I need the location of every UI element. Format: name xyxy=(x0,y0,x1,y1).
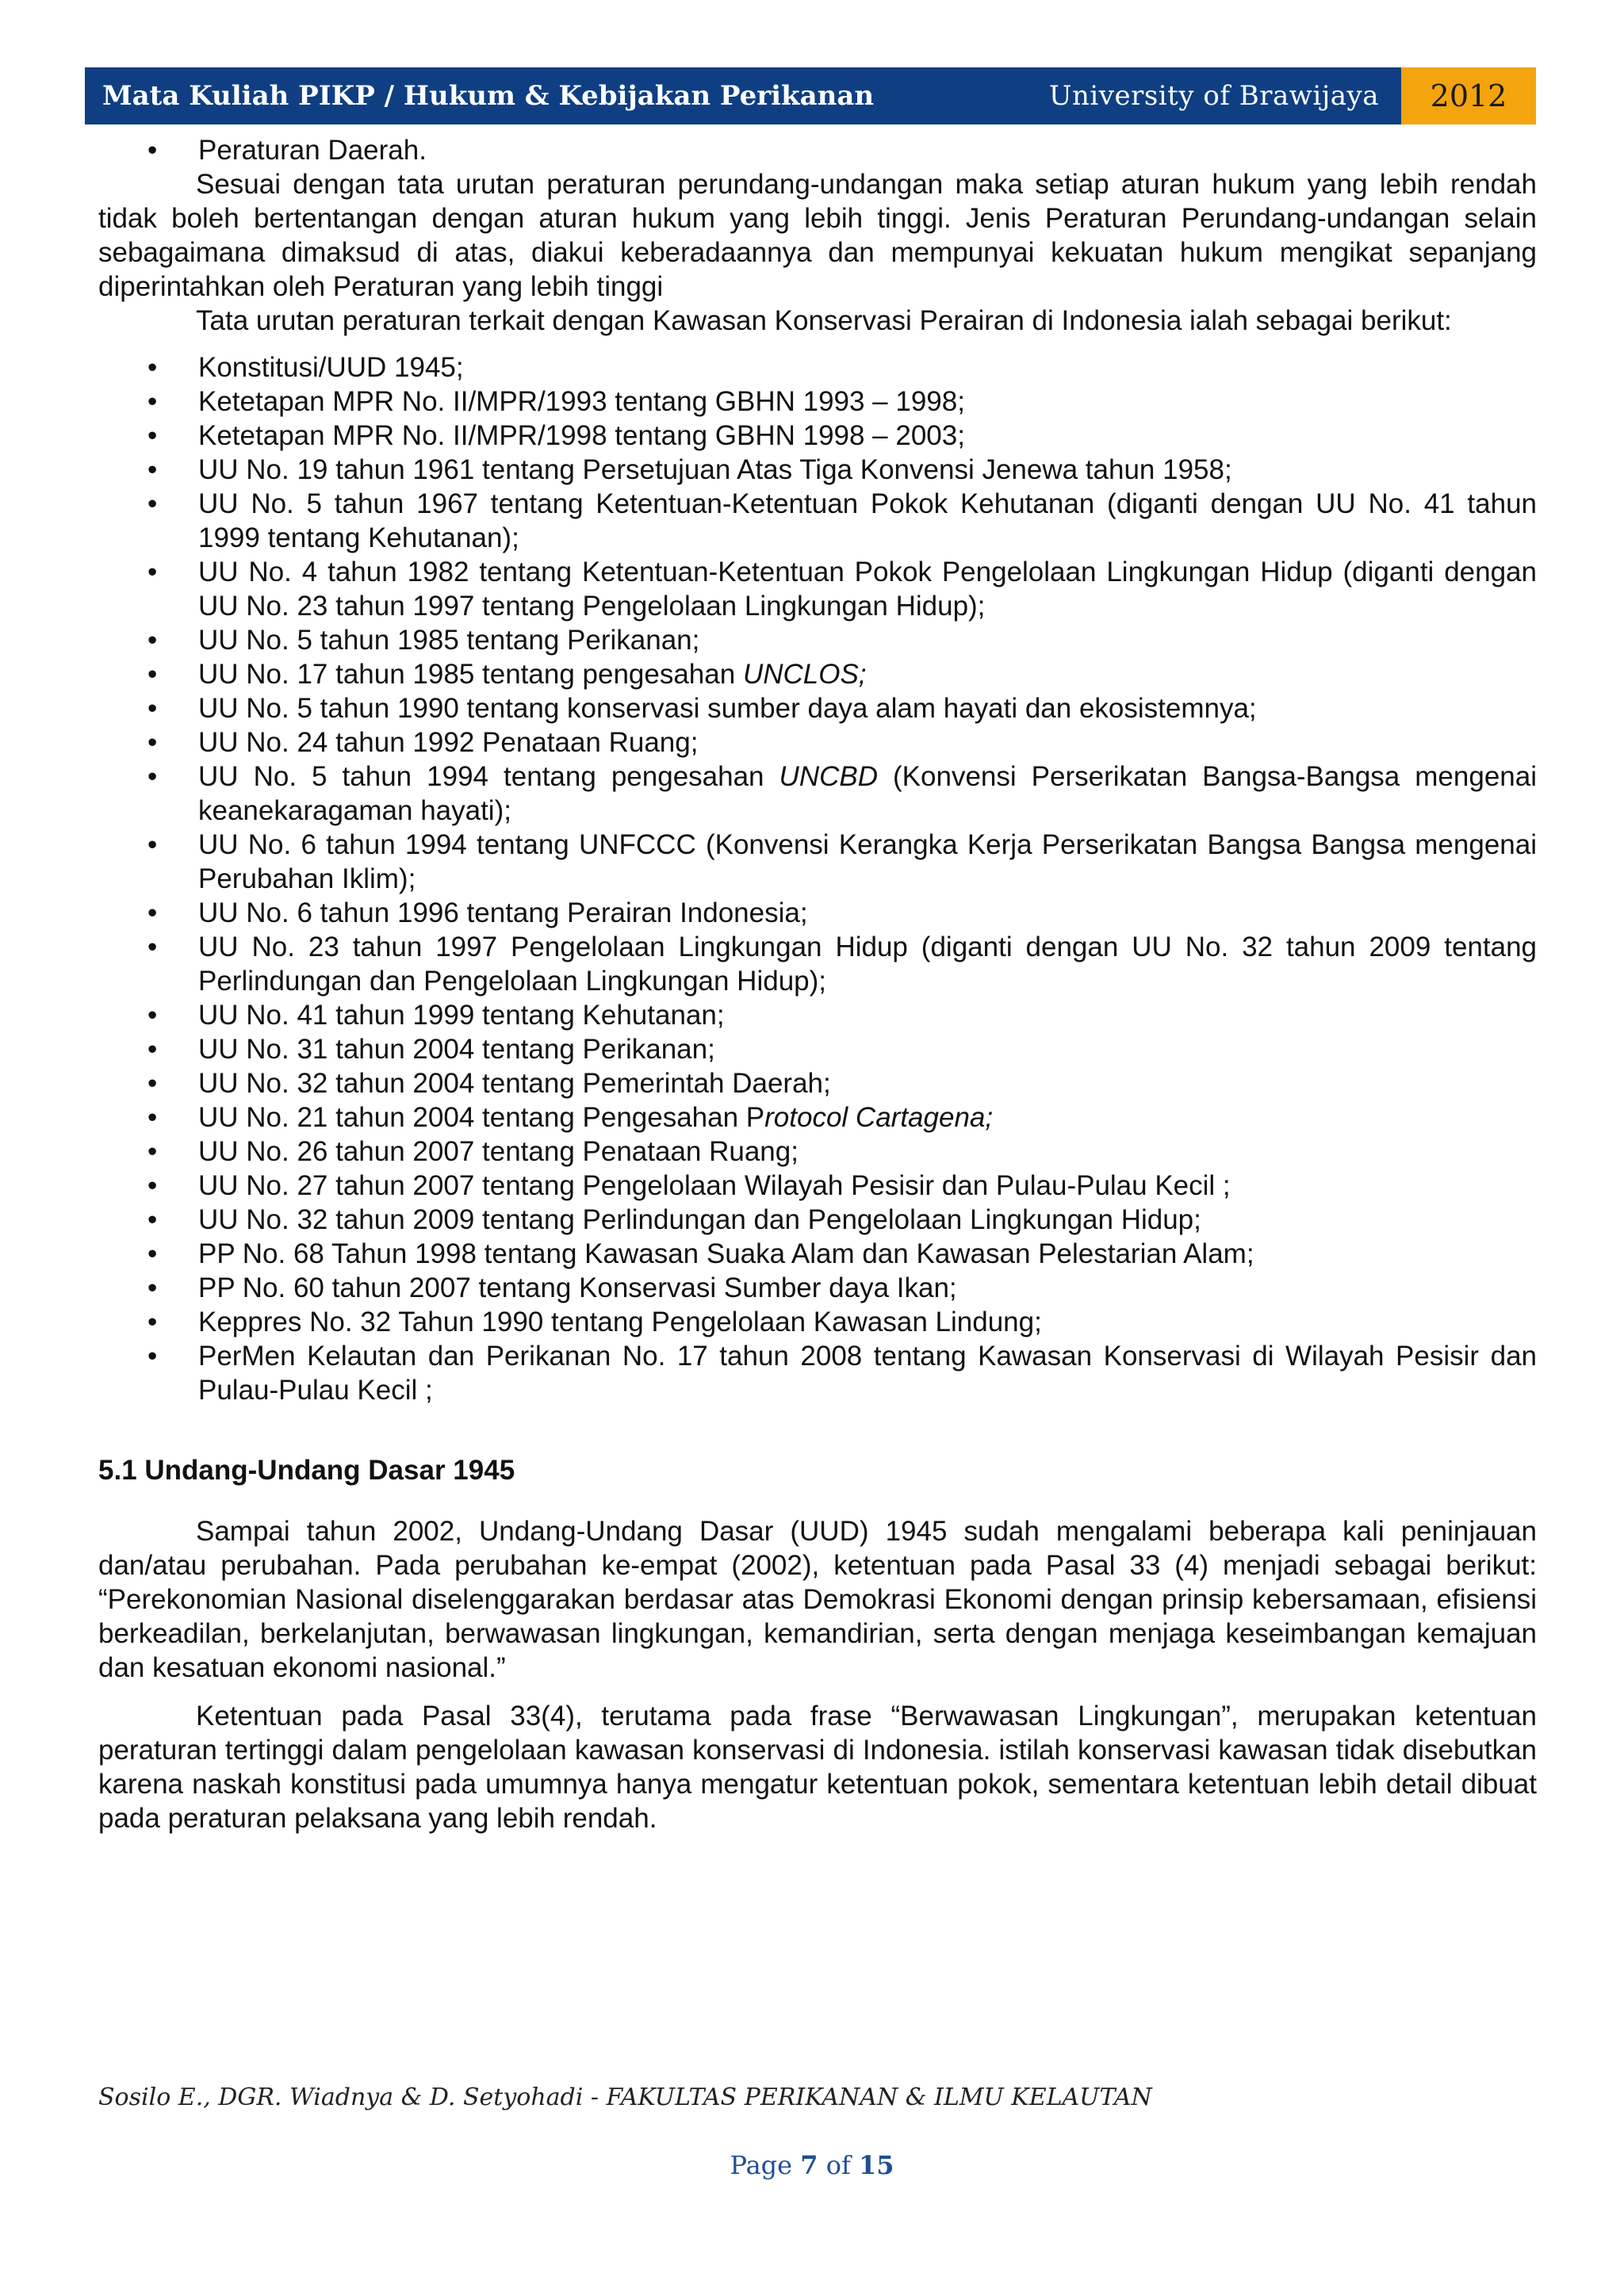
footer-authors: Sosilo E., DGR. Wiadnya & D. Setyohadi - FAKULTAS PERIKANAN & ILMU KELAUTAN xyxy=(98,2084,1152,2111)
list-item: • UU No. 24 tahun 1992 Penataan Ruang; xyxy=(98,725,1537,760)
list-item: • Keppres No. 32 Tahun 1990 tentang Pengelolaan Kawasan Lindung; xyxy=(98,1305,1537,1339)
university-name: University of Brawijaya xyxy=(1048,80,1379,112)
list-item-text-tail: (Konvensi Perserikatan Bangsa-Bangsa mengenai keanekaragaman hayati); xyxy=(198,761,1537,826)
list-item: • UU No. 5 tahun 1967 tentang Ketentuan-Ketentuan Pokok Kehutanan (diganti dengan UU No. 41 tahun 1999 tentang Kehutanan); xyxy=(98,487,1537,555)
list-item: • UU No. 26 tahun 2007 tentang Penataan Ruang; xyxy=(98,1135,1537,1169)
list-item: • UU No. 31 tahun 2004 tentang Perikanan; xyxy=(98,1032,1537,1066)
list-item: • PP No. 68 Tahun 1998 tentang Kawasan Suaka Alam dan Kawasan Pelestarian Alam; xyxy=(98,1237,1537,1271)
list-item: • Ketetapan MPR No. II/MPR/1993 tentang GBHN 1993 – 1998; xyxy=(98,385,1537,419)
header-bar xyxy=(85,67,1401,124)
page-number xyxy=(0,2150,1624,2180)
list-item: • PP No. 60 tahun 2007 tentang Konservasi Sumber daya Ikan; xyxy=(98,1271,1537,1305)
list-item: • PerMen Kelautan dan Perikanan No. 17 tahun 2008 tentang Kawasan Konservasi di Wilayah Pesisir dan Pulau-Pulau Kecil ; xyxy=(98,1339,1537,1407)
italic-term: UNCBD xyxy=(779,761,878,792)
list-item: • UU No. 4 tahun 1982 tentang Ketentuan-Ketentuan Pokok Pengelolaan Lingkungan Hidup (diganti dengan UU No. 23 tahun 1997 tentang Pengelolaan Lingkungan Hidup); xyxy=(98,555,1537,623)
list-item xyxy=(98,1100,1537,1135)
list-item: • UU No. 23 tahun 1997 Pengelolaan Lingkungan Hidup (diganti dengan UU No. 32 tahun 2009 tentang Perlindungan dan Pengelolaan Lingkungan Hidup); xyxy=(98,930,1537,998)
page-total: 15 xyxy=(858,2150,894,2180)
paragraph-order-intro: Tata urutan peraturan terkait dengan Kawasan Konservasi Perairan di Indonesia ialah sebagai berikut: xyxy=(196,305,1452,336)
section-paragraph-1: Sampai tahun 2002, Undang-Undang Dasar (UUD) 1945 sudah mengalami beberapa kali peninjauan dan/atau perubahan. Pada perubahan ke-empat (2002), ketentuan pada Pasal 33 (4) menjadi sebagai berikut: “Perekonomian Nasional diselenggarakan berdasar atas Demokrasi Ekonomi dengan prinsip kebersamaan, efisiensi berkeadilan, berkelanjutan, berwawasan lingkungan, kemandirian, serta dengan menjaga keseimbangan kemajuan dan kesatuan ekonomi nasional.” xyxy=(98,1516,1537,1683)
list-item: • UU No. 32 tahun 2004 tentang Pemerintah Daerah; xyxy=(98,1066,1537,1100)
list-item-text: UU No. 5 tahun 1994 tentang pengesahan xyxy=(198,761,779,792)
italic-term: rotocol Cartagena; xyxy=(764,1102,994,1133)
list-item: • Ketetapan MPR No. II/MPR/1998 tentang GBHN 1998 – 2003; xyxy=(98,419,1537,453)
section-paragraph-2: Ketentuan pada Pasal 33(4), terutama pada frase “Berwawasan Lingkungan”, merupakan ketentuan peraturan tertinggi dalam pengelolaan kawasan konservasi di Indonesia. istilah konservasi kawasan tidak disebutkan karena naskah konstitusi pada umumnya hanya mengatur ketentuan pokok, sementara ketentuan lebih detail dibuat pada peraturan pelaksana yang lebih rendah. xyxy=(98,1701,1537,1834)
page-header xyxy=(85,67,1536,124)
list-item: • UU No. 6 tahun 1996 tentang Perairan Indonesia; xyxy=(98,896,1537,930)
list-item-text: UU No. 17 tahun 1985 tentang pengesahan xyxy=(198,659,743,690)
page-current: 7 xyxy=(800,2150,818,2180)
list-item: • UU No. 41 tahun 1999 tentang Kehutanan; xyxy=(98,998,1537,1032)
regulation-list xyxy=(98,350,1537,1407)
page-word: Page xyxy=(730,2150,793,2180)
header-year: 2012 xyxy=(1401,67,1536,124)
list-item-text: UU No. 21 tahun 2004 tentang Pengesahan P xyxy=(198,1102,765,1133)
list-item xyxy=(98,657,1537,691)
list-item: • UU No. 27 tahun 2007 tentang Pengelolaan Wilayah Pesisir dan Pulau-Pulau Kecil ; xyxy=(98,1169,1537,1203)
list-item: • Peraturan Daerah. xyxy=(98,133,1537,167)
italic-term: UNCLOS; xyxy=(742,659,867,690)
top-bullet-list xyxy=(98,133,1537,167)
list-item: • UU No. 32 tahun 2009 tentang Perlindungan dan Pengelolaan Lingkungan Hidup; xyxy=(98,1203,1537,1237)
course-title: Mata Kuliah PIKP / Hukum & Kebijakan Perikanan xyxy=(102,80,875,112)
list-item: • UU No. 5 tahun 1985 tentang Perikanan; xyxy=(98,623,1537,657)
paragraph-hierarchy: Sesuai dengan tata urutan peraturan perundang-undangan maka setiap aturan hukum yang lebih rendah tidak boleh bertentangan dengan aturan hukum yang lebih tinggi. Jenis Peraturan Perundang-undangan selain sebagaimana dimaksud di atas, diakui keberadaannya dan mempunyai kekuatan hukum mengikat sepanjang diperintahkan oleh Peraturan yang lebih tinggi xyxy=(98,169,1537,302)
page-of: of xyxy=(825,2150,851,2180)
list-item: • UU No. 5 tahun 1990 tentang konservasi sumber daya alam hayati dan ekosistemnya; xyxy=(98,691,1537,725)
document-body xyxy=(98,133,1537,1835)
section-heading: 5.1 Undang-Undang Dasar 1945 xyxy=(98,1455,515,1486)
list-item: • UU No. 19 tahun 1961 tentang Persetujuan Atas Tiga Konvensi Jenewa tahun 1958; xyxy=(98,453,1537,487)
list-item xyxy=(98,760,1537,828)
list-item: • Konstitusi/UUD 1945; xyxy=(98,350,1537,385)
list-item: • UU No. 6 tahun 1994 tentang UNFCCC (Konvensi Kerangka Kerja Perserikatan Bangsa Bangsa mengenai Perubahan Iklim); xyxy=(98,828,1537,896)
